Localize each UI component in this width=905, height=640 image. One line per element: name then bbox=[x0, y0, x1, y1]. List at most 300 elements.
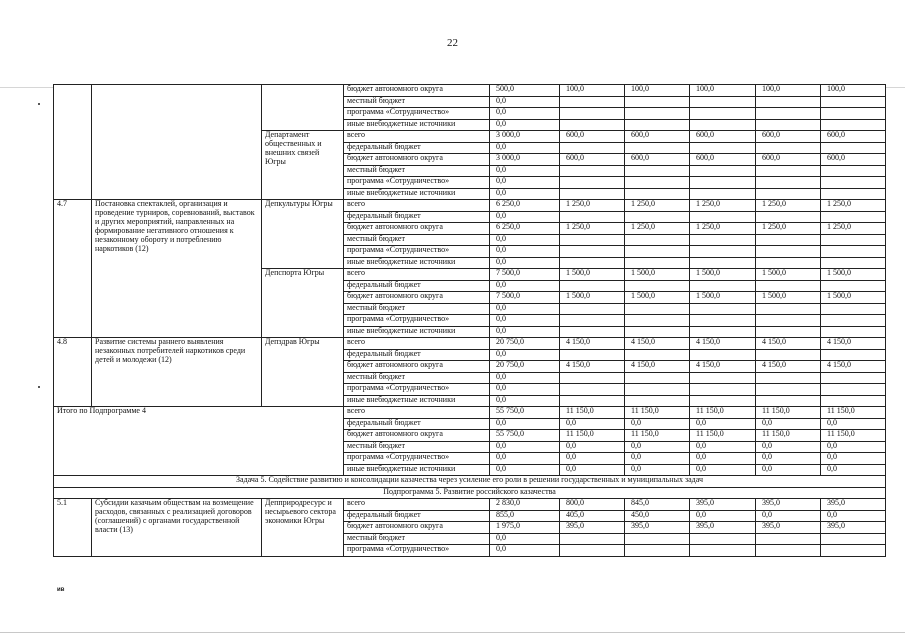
amount-cell: 600,0 bbox=[560, 131, 625, 143]
amount-cell bbox=[756, 280, 821, 292]
amount-cell: 0,0 bbox=[490, 464, 560, 476]
amount-cell bbox=[690, 372, 756, 384]
amount-cell: 0,0 bbox=[821, 464, 886, 476]
amount-cell bbox=[821, 533, 886, 545]
amount-cell: 4 150,0 bbox=[690, 361, 756, 373]
amount-cell: 11 150,0 bbox=[756, 430, 821, 442]
amount-cell: 0,0 bbox=[490, 545, 560, 557]
amount-cell: 0,0 bbox=[490, 188, 560, 200]
funding-source-cell: местный бюджет bbox=[344, 372, 490, 384]
amount-cell bbox=[690, 533, 756, 545]
amount-cell bbox=[560, 165, 625, 177]
amount-cell: 0,0 bbox=[690, 418, 756, 430]
funding-source-cell: федеральный бюджет bbox=[344, 349, 490, 361]
table-row bbox=[54, 499, 886, 511]
amount-cell bbox=[756, 211, 821, 223]
amount-cell bbox=[560, 177, 625, 189]
amount-cell bbox=[821, 165, 886, 177]
amount-cell: 1 250,0 bbox=[756, 200, 821, 212]
amount-cell: 0,0 bbox=[560, 441, 625, 453]
corner-mark: ив bbox=[57, 587, 65, 593]
subprogram-heading: Подпрограмма 5. Развитие российского казачества bbox=[54, 487, 886, 499]
amount-cell bbox=[756, 246, 821, 258]
funding-source-cell: федеральный бюджет bbox=[344, 418, 490, 430]
amount-cell: 4 150,0 bbox=[625, 338, 690, 350]
amount-cell bbox=[821, 384, 886, 396]
amount-cell: 600,0 bbox=[690, 131, 756, 143]
funding-source-cell: федеральный бюджет bbox=[344, 280, 490, 292]
amount-cell bbox=[690, 211, 756, 223]
funding-source-cell: местный бюджет bbox=[344, 234, 490, 246]
amount-cell: 0,0 bbox=[625, 453, 690, 465]
amount-cell bbox=[690, 280, 756, 292]
amount-cell: 0,0 bbox=[821, 510, 886, 522]
amount-cell bbox=[625, 303, 690, 315]
amount-cell bbox=[625, 326, 690, 338]
amount-cell bbox=[625, 395, 690, 407]
amount-cell: 0,0 bbox=[560, 453, 625, 465]
amount-cell bbox=[821, 188, 886, 200]
funding-source-cell: иные внебюджетные источники bbox=[344, 464, 490, 476]
amount-cell bbox=[560, 257, 625, 269]
item-number-cell: 4.8 bbox=[54, 338, 92, 407]
amount-cell bbox=[690, 188, 756, 200]
amount-cell bbox=[821, 349, 886, 361]
amount-cell bbox=[756, 545, 821, 557]
amount-cell: 395,0 bbox=[821, 522, 886, 534]
executor-cell: Депкультуры Югры bbox=[262, 200, 344, 269]
amount-cell: 0,0 bbox=[490, 418, 560, 430]
executor-cell: Депспорта Югры bbox=[262, 269, 344, 338]
item-number-cell bbox=[54, 85, 92, 200]
amount-cell: 0,0 bbox=[490, 142, 560, 154]
funding-source-cell: бюджет автономного округа bbox=[344, 430, 490, 442]
amount-cell: 395,0 bbox=[756, 499, 821, 511]
amount-cell bbox=[690, 142, 756, 154]
item-description-cell: Развитие системы раннего выявления незаконных потребителей наркотиков среди детей и молодежи (12) bbox=[92, 338, 262, 407]
amount-cell bbox=[756, 108, 821, 120]
top-rule-right bbox=[885, 87, 905, 88]
amount-cell: 0,0 bbox=[490, 533, 560, 545]
amount-cell: 1 250,0 bbox=[625, 200, 690, 212]
amount-cell bbox=[756, 395, 821, 407]
table-row bbox=[54, 407, 886, 419]
amount-cell: 0,0 bbox=[490, 119, 560, 131]
amount-cell: 600,0 bbox=[690, 154, 756, 166]
funding-source-cell: программа «Сотрудничество» bbox=[344, 315, 490, 327]
executor-cell bbox=[262, 85, 344, 131]
amount-cell bbox=[560, 372, 625, 384]
amount-cell: 1 250,0 bbox=[625, 223, 690, 235]
amount-cell: 800,0 bbox=[560, 499, 625, 511]
margin-dot bbox=[38, 103, 40, 105]
amount-cell bbox=[756, 384, 821, 396]
amount-cell: 4 150,0 bbox=[560, 338, 625, 350]
amount-cell: 20 750,0 bbox=[490, 361, 560, 373]
funding-source-cell: бюджет автономного округа bbox=[344, 522, 490, 534]
amount-cell: 1 500,0 bbox=[821, 269, 886, 281]
amount-cell bbox=[625, 545, 690, 557]
amount-cell: 1 250,0 bbox=[756, 223, 821, 235]
amount-cell bbox=[625, 108, 690, 120]
amount-cell bbox=[560, 545, 625, 557]
amount-cell: 600,0 bbox=[821, 131, 886, 143]
page-number: 22 bbox=[447, 37, 458, 49]
amount-cell bbox=[821, 315, 886, 327]
amount-cell: 600,0 bbox=[821, 154, 886, 166]
amount-cell: 0,0 bbox=[490, 395, 560, 407]
amount-cell: 1 975,0 bbox=[490, 522, 560, 534]
amount-cell: 0,0 bbox=[625, 418, 690, 430]
funding-source-cell: местный бюджет bbox=[344, 96, 490, 108]
amount-cell: 0,0 bbox=[756, 418, 821, 430]
funding-source-cell: программа «Сотрудничество» bbox=[344, 108, 490, 120]
amount-cell bbox=[625, 349, 690, 361]
funding-source-cell: всего bbox=[344, 499, 490, 511]
amount-cell: 11 150,0 bbox=[690, 407, 756, 419]
funding-source-cell: иные внебюджетные источники bbox=[344, 326, 490, 338]
amount-cell bbox=[690, 395, 756, 407]
amount-cell bbox=[560, 234, 625, 246]
funding-source-cell: местный бюджет bbox=[344, 303, 490, 315]
amount-cell bbox=[756, 234, 821, 246]
amount-cell: 600,0 bbox=[756, 154, 821, 166]
executor-cell: Депздрав Югры bbox=[262, 338, 344, 407]
amount-cell bbox=[756, 326, 821, 338]
funding-source-cell: федеральный бюджет bbox=[344, 142, 490, 154]
amount-cell: 1 500,0 bbox=[756, 269, 821, 281]
document-page bbox=[53, 84, 885, 557]
funding-source-cell: иные внебюджетные источники bbox=[344, 257, 490, 269]
amount-cell bbox=[821, 108, 886, 120]
budget-table bbox=[53, 84, 886, 557]
amount-cell: 0,0 bbox=[690, 441, 756, 453]
amount-cell: 395,0 bbox=[625, 522, 690, 534]
amount-cell: 0,0 bbox=[490, 246, 560, 258]
amount-cell bbox=[625, 177, 690, 189]
amount-cell: 0,0 bbox=[490, 384, 560, 396]
amount-cell: 1 500,0 bbox=[690, 292, 756, 304]
amount-cell bbox=[625, 96, 690, 108]
amount-cell: 0,0 bbox=[490, 349, 560, 361]
amount-cell: 450,0 bbox=[625, 510, 690, 522]
amount-cell: 0,0 bbox=[560, 418, 625, 430]
amount-cell bbox=[625, 165, 690, 177]
task-heading-row bbox=[54, 476, 886, 488]
funding-source-cell: программа «Сотрудничество» bbox=[344, 453, 490, 465]
amount-cell: 0,0 bbox=[490, 326, 560, 338]
funding-source-cell: всего bbox=[344, 407, 490, 419]
funding-source-cell: программа «Сотрудничество» bbox=[344, 246, 490, 258]
funding-source-cell: всего bbox=[344, 269, 490, 281]
amount-cell: 1 500,0 bbox=[821, 292, 886, 304]
amount-cell bbox=[560, 315, 625, 327]
amount-cell: 11 150,0 bbox=[625, 430, 690, 442]
item-description-cell: Постановка спектаклей, организация и проведение турниров, соревнований, выставок и других мероприятий, направленных на формирование негативного отношения к незаконному обороту и потреблению наркотиков (12) bbox=[92, 200, 262, 338]
amount-cell bbox=[821, 303, 886, 315]
amount-cell: 1 500,0 bbox=[560, 292, 625, 304]
funding-source-cell: местный бюджет bbox=[344, 533, 490, 545]
amount-cell bbox=[560, 280, 625, 292]
amount-cell: 0,0 bbox=[756, 441, 821, 453]
amount-cell: 395,0 bbox=[821, 499, 886, 511]
amount-cell: 100,0 bbox=[690, 85, 756, 97]
amount-cell: 0,0 bbox=[490, 453, 560, 465]
amount-cell: 2 830,0 bbox=[490, 499, 560, 511]
funding-source-cell: программа «Сотрудничество» bbox=[344, 177, 490, 189]
amount-cell: 0,0 bbox=[490, 372, 560, 384]
funding-source-cell: всего bbox=[344, 338, 490, 350]
amount-cell: 100,0 bbox=[756, 85, 821, 97]
amount-cell: 7 500,0 bbox=[490, 269, 560, 281]
amount-cell: 395,0 bbox=[756, 522, 821, 534]
funding-source-cell: местный бюджет bbox=[344, 441, 490, 453]
amount-cell bbox=[560, 395, 625, 407]
amount-cell bbox=[756, 315, 821, 327]
amount-cell: 100,0 bbox=[560, 85, 625, 97]
funding-source-cell: иные внебюджетные источники bbox=[344, 188, 490, 200]
amount-cell: 0,0 bbox=[490, 257, 560, 269]
amount-cell bbox=[690, 234, 756, 246]
amount-cell bbox=[690, 246, 756, 258]
amount-cell bbox=[690, 177, 756, 189]
amount-cell bbox=[756, 165, 821, 177]
amount-cell: 0,0 bbox=[490, 303, 560, 315]
amount-cell: 855,0 bbox=[490, 510, 560, 522]
amount-cell: 0,0 bbox=[690, 464, 756, 476]
amount-cell: 1 500,0 bbox=[625, 292, 690, 304]
margin-dot bbox=[38, 386, 40, 388]
amount-cell: 6 250,0 bbox=[490, 200, 560, 212]
amount-cell: 4 150,0 bbox=[625, 361, 690, 373]
amount-cell: 0,0 bbox=[821, 453, 886, 465]
amount-cell bbox=[625, 142, 690, 154]
amount-cell bbox=[690, 384, 756, 396]
amount-cell: 395,0 bbox=[690, 499, 756, 511]
amount-cell bbox=[821, 177, 886, 189]
amount-cell bbox=[625, 533, 690, 545]
amount-cell: 11 150,0 bbox=[560, 430, 625, 442]
amount-cell: 55 750,0 bbox=[490, 430, 560, 442]
amount-cell bbox=[625, 188, 690, 200]
amount-cell bbox=[821, 119, 886, 131]
bottom-rule bbox=[0, 632, 905, 633]
amount-cell: 4 150,0 bbox=[756, 338, 821, 350]
amount-cell: 1 250,0 bbox=[560, 223, 625, 235]
task-heading: Задача 5. Содействие развитию и консолидации казачества через усиление его роли в решении государственных и муниципальных задач bbox=[54, 476, 886, 488]
amount-cell: 3 000,0 bbox=[490, 131, 560, 143]
amount-cell bbox=[756, 349, 821, 361]
executor-cell: Депприродресурс и несырьевого сектора экономики Югры bbox=[262, 499, 344, 557]
amount-cell bbox=[625, 257, 690, 269]
amount-cell: 6 250,0 bbox=[490, 223, 560, 235]
funding-source-cell: федеральный бюджет bbox=[344, 211, 490, 223]
amount-cell bbox=[756, 372, 821, 384]
amount-cell bbox=[821, 234, 886, 246]
amount-cell: 600,0 bbox=[625, 131, 690, 143]
table-row bbox=[54, 200, 886, 212]
amount-cell bbox=[690, 545, 756, 557]
amount-cell: 0,0 bbox=[490, 234, 560, 246]
amount-cell: 55 750,0 bbox=[490, 407, 560, 419]
amount-cell: 395,0 bbox=[560, 522, 625, 534]
amount-cell: 1 500,0 bbox=[625, 269, 690, 281]
amount-cell: 500,0 bbox=[490, 85, 560, 97]
amount-cell: 845,0 bbox=[625, 499, 690, 511]
amount-cell bbox=[690, 108, 756, 120]
amount-cell: 395,0 bbox=[690, 522, 756, 534]
amount-cell: 20 750,0 bbox=[490, 338, 560, 350]
amount-cell: 11 150,0 bbox=[625, 407, 690, 419]
amount-cell: 600,0 bbox=[756, 131, 821, 143]
amount-cell bbox=[756, 177, 821, 189]
amount-cell bbox=[821, 395, 886, 407]
amount-cell: 0,0 bbox=[490, 96, 560, 108]
amount-cell bbox=[560, 384, 625, 396]
amount-cell: 1 250,0 bbox=[821, 200, 886, 212]
amount-cell bbox=[625, 234, 690, 246]
amount-cell: 100,0 bbox=[625, 85, 690, 97]
amount-cell bbox=[821, 96, 886, 108]
amount-cell bbox=[690, 165, 756, 177]
amount-cell bbox=[625, 280, 690, 292]
amount-cell: 0,0 bbox=[756, 453, 821, 465]
amount-cell bbox=[821, 211, 886, 223]
amount-cell: 0,0 bbox=[690, 510, 756, 522]
amount-cell: 0,0 bbox=[490, 211, 560, 223]
amount-cell: 1 500,0 bbox=[756, 292, 821, 304]
amount-cell bbox=[756, 257, 821, 269]
amount-cell: 1 250,0 bbox=[690, 200, 756, 212]
funding-source-cell: местный бюджет bbox=[344, 165, 490, 177]
funding-source-cell: всего bbox=[344, 131, 490, 143]
item-description-cell: Субсидии казачьим обществам на возмещение расходов, связанных с реализацией договоров (соглашений) с органами государственной власти (13) bbox=[92, 499, 262, 557]
amount-cell: 1 500,0 bbox=[560, 269, 625, 281]
amount-cell bbox=[756, 533, 821, 545]
amount-cell bbox=[821, 372, 886, 384]
amount-cell: 11 150,0 bbox=[560, 407, 625, 419]
amount-cell bbox=[756, 188, 821, 200]
amount-cell: 3 000,0 bbox=[490, 154, 560, 166]
funding-source-cell: бюджет автономного округа bbox=[344, 85, 490, 97]
amount-cell bbox=[560, 108, 625, 120]
amount-cell: 0,0 bbox=[490, 315, 560, 327]
amount-cell: 0,0 bbox=[490, 108, 560, 120]
funding-source-cell: федеральный бюджет bbox=[344, 510, 490, 522]
amount-cell bbox=[821, 257, 886, 269]
amount-cell bbox=[690, 96, 756, 108]
amount-cell: 0,0 bbox=[490, 165, 560, 177]
amount-cell: 0,0 bbox=[821, 418, 886, 430]
amount-cell bbox=[560, 349, 625, 361]
amount-cell bbox=[821, 246, 886, 258]
amount-cell: 11 150,0 bbox=[821, 407, 886, 419]
executor-cell: Департамент общественных и внешних связей Югры bbox=[262, 131, 344, 200]
item-number-cell: 4.7 bbox=[54, 200, 92, 338]
amount-cell bbox=[690, 303, 756, 315]
amount-cell bbox=[690, 349, 756, 361]
funding-source-cell: бюджет автономного округа bbox=[344, 154, 490, 166]
amount-cell: 0,0 bbox=[490, 177, 560, 189]
amount-cell: 100,0 bbox=[821, 85, 886, 97]
item-number-cell: 5.1 bbox=[54, 499, 92, 557]
subprogram-heading-row bbox=[54, 487, 886, 499]
amount-cell: 0,0 bbox=[756, 510, 821, 522]
table-row bbox=[54, 338, 886, 350]
amount-cell bbox=[690, 119, 756, 131]
amount-cell bbox=[625, 246, 690, 258]
funding-source-cell: бюджет автономного округа bbox=[344, 223, 490, 235]
top-rule bbox=[0, 87, 53, 88]
amount-cell: 405,0 bbox=[560, 510, 625, 522]
amount-cell bbox=[690, 257, 756, 269]
amount-cell: 0,0 bbox=[560, 464, 625, 476]
amount-cell bbox=[625, 315, 690, 327]
amount-cell bbox=[756, 119, 821, 131]
amount-cell: 11 150,0 bbox=[756, 407, 821, 419]
funding-source-cell: программа «Сотрудничество» bbox=[344, 545, 490, 557]
amount-cell bbox=[560, 326, 625, 338]
amount-cell bbox=[560, 246, 625, 258]
amount-cell bbox=[625, 372, 690, 384]
amount-cell: 0,0 bbox=[821, 441, 886, 453]
amount-cell bbox=[560, 188, 625, 200]
subtotal-label-cell: Итого по Подпрограмме 4 bbox=[54, 407, 344, 476]
amount-cell: 0,0 bbox=[490, 441, 560, 453]
amount-cell bbox=[560, 96, 625, 108]
amount-cell: 4 150,0 bbox=[821, 338, 886, 350]
amount-cell: 0,0 bbox=[625, 441, 690, 453]
amount-cell: 1 250,0 bbox=[690, 223, 756, 235]
amount-cell bbox=[756, 96, 821, 108]
funding-source-cell: программа «Сотрудничество» bbox=[344, 384, 490, 396]
amount-cell: 0,0 bbox=[690, 453, 756, 465]
amount-cell: 7 500,0 bbox=[490, 292, 560, 304]
amount-cell bbox=[625, 119, 690, 131]
amount-cell bbox=[625, 384, 690, 396]
amount-cell bbox=[690, 315, 756, 327]
amount-cell: 600,0 bbox=[625, 154, 690, 166]
amount-cell: 11 150,0 bbox=[690, 430, 756, 442]
amount-cell bbox=[560, 533, 625, 545]
item-description-cell bbox=[92, 85, 262, 200]
table-row bbox=[54, 85, 886, 97]
amount-cell: 0,0 bbox=[625, 464, 690, 476]
amount-cell: 4 150,0 bbox=[690, 338, 756, 350]
amount-cell bbox=[560, 303, 625, 315]
amount-cell bbox=[690, 326, 756, 338]
amount-cell: 1 500,0 bbox=[690, 269, 756, 281]
amount-cell bbox=[821, 545, 886, 557]
amount-cell: 0,0 bbox=[490, 280, 560, 292]
funding-source-cell: иные внебюджетные источники bbox=[344, 119, 490, 131]
amount-cell: 4 150,0 bbox=[560, 361, 625, 373]
amount-cell bbox=[625, 211, 690, 223]
funding-source-cell: бюджет автономного округа bbox=[344, 361, 490, 373]
funding-source-cell: иные внебюджетные источники bbox=[344, 395, 490, 407]
amount-cell: 600,0 bbox=[560, 154, 625, 166]
amount-cell: 4 150,0 bbox=[821, 361, 886, 373]
funding-source-cell: всего bbox=[344, 200, 490, 212]
amount-cell bbox=[756, 303, 821, 315]
amount-cell: 11 150,0 bbox=[821, 430, 886, 442]
funding-source-cell: бюджет автономного округа bbox=[344, 292, 490, 304]
amount-cell: 1 250,0 bbox=[821, 223, 886, 235]
amount-cell: 1 250,0 bbox=[560, 200, 625, 212]
amount-cell bbox=[821, 142, 886, 154]
amount-cell bbox=[821, 326, 886, 338]
amount-cell: 4 150,0 bbox=[756, 361, 821, 373]
